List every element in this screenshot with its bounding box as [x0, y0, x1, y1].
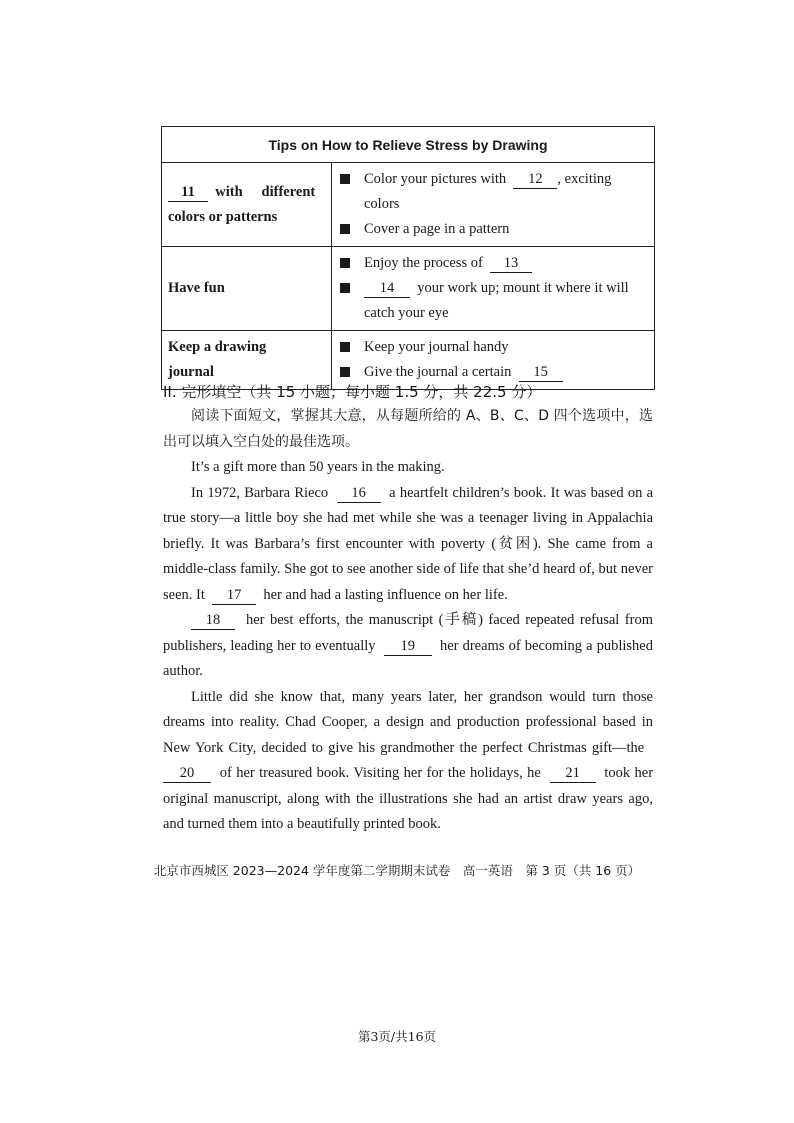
table-row: [162, 163, 655, 247]
blank-14[interactable]: 14: [364, 279, 410, 298]
list-item: Give the journal a certain 15: [338, 360, 648, 385]
blank-11[interactable]: 11: [168, 183, 208, 202]
square-bullet-icon: [340, 367, 350, 377]
section-heading: II. 完形填空（共 15 小题；每小题 1.5 分，共 22.5 分）: [163, 383, 542, 401]
list-item: Color your pictures with 12 , exciting colors: [338, 167, 648, 217]
row-tips: [332, 163, 655, 247]
row-label: Have fun: [162, 247, 332, 331]
paragraph-2: In 1972, Barbara Rieco 16 a heartfelt children’s book. It was based on a true story—a little boy she had met while she was a teenager living in Appalachia briefly. It was Barbara’s first encounter with poverty (贫困). She came from a middle-class family. She got to see another side of life that she’d heard of, but never seen. It 17 her and had a lasting influence on her life.: [163, 484, 654, 603]
row-label: 11 with different colors or patterns: [162, 163, 332, 247]
square-bullet-icon: [340, 342, 350, 352]
tips-table: [161, 126, 655, 390]
row-tips: [332, 247, 655, 331]
list-item: Keep your journal handy: [338, 335, 648, 360]
exam-footer: 北京市西城区 2023—2024 学年度第二学期期末试卷 高一英语 第 3 页（共 16 页）: [153, 863, 641, 878]
paragraph-1: It’s a gift more than 50 years in the making.: [191, 459, 445, 475]
paragraph-3: 18 her best efforts, the manuscript (手稿) faced repeated refusal from publishers, leading her to eventually 19 her dreams of becoming a published author.: [163, 612, 653, 679]
blank-17[interactable]: 17: [212, 586, 256, 605]
square-bullet-icon: [340, 283, 350, 293]
list-item: Enjoy the process of 13: [338, 251, 648, 276]
blank-12[interactable]: 12: [513, 170, 557, 189]
blank-19[interactable]: 19: [384, 637, 432, 656]
blank-16[interactable]: 16: [337, 484, 381, 503]
blank-13[interactable]: 13: [490, 254, 532, 273]
paragraph-4: Little did she know that, many years later, her grandson would turn those dreams into reality. Chad Cooper, a design and production professional based in New York City, decided to give his grandmother the perfect Christmas gift—the 20 of her treasured book. Visiting her for the holidays, he 21 took her original manuscript, along with the illustrations she had an artist draw years ago, and turned them into a beautifully printed book.: [163, 688, 654, 832]
square-bullet-icon: [340, 174, 350, 184]
square-bullet-icon: [340, 258, 350, 268]
page-number: 第3页/共16页: [357, 1029, 437, 1044]
table-row: [162, 247, 655, 331]
list-item: 14 your work up; mount it where it will catch your eye: [338, 276, 648, 326]
table-title: Tips on How to Relieve Stress by Drawing: [162, 127, 655, 163]
row-label: Keep a drawing journal: [162, 331, 332, 390]
passage: [163, 404, 653, 838]
blank-15[interactable]: 15: [519, 363, 563, 382]
square-bullet-icon: [340, 224, 350, 234]
blank-18[interactable]: 18: [191, 611, 235, 630]
instruction: 阅读下面短文，掌握其大意，从每题所给的 A、B、C、D 四个选项中，选出可以填入空白处的最佳选项。: [163, 408, 653, 450]
list-item: Cover a page in a pattern: [338, 217, 648, 242]
blank-21[interactable]: 21: [550, 764, 596, 783]
blank-20[interactable]: 20: [163, 764, 211, 783]
